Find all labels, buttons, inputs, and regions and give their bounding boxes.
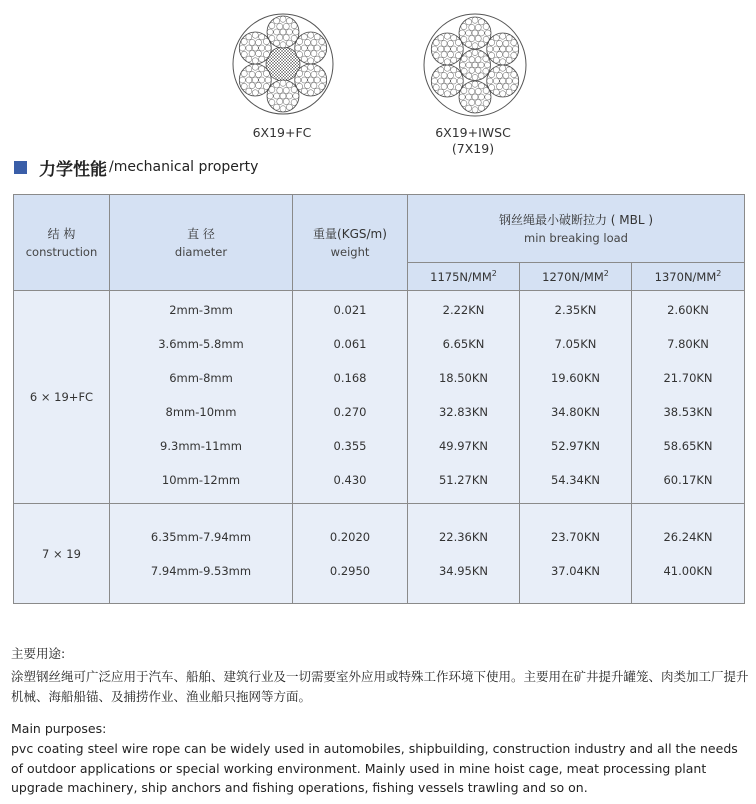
wire: [308, 64, 314, 70]
wire: [503, 52, 509, 58]
wire: [444, 46, 450, 52]
wire: [249, 39, 255, 45]
wire: [241, 51, 247, 57]
wire: [461, 100, 467, 106]
wire: [249, 71, 255, 77]
wire: [503, 72, 509, 78]
wire: [291, 87, 297, 93]
wire: [472, 43, 478, 49]
wire: [295, 45, 301, 51]
wire: [472, 107, 478, 113]
wire: [241, 83, 247, 89]
wire: [249, 51, 255, 57]
wire: [489, 40, 495, 46]
wire: [252, 90, 258, 96]
wire: [280, 93, 286, 99]
wire: [274, 104, 280, 110]
wire: [433, 84, 439, 90]
diagram-caption-6x19-fc: 6X19+FC: [252, 125, 312, 140]
wire: [255, 39, 261, 45]
wire: [293, 29, 299, 35]
wire: [319, 39, 325, 45]
wire: [239, 77, 245, 83]
wire: [451, 78, 457, 84]
wire: [280, 80, 286, 86]
wire: [267, 93, 273, 99]
wire: [259, 88, 265, 94]
wire: [457, 46, 463, 52]
wire: [512, 46, 518, 52]
wire: [283, 35, 289, 41]
wire: [280, 29, 286, 35]
wire: [478, 105, 484, 111]
header-diameter: 直 径 diameter: [110, 195, 293, 291]
wire: [265, 77, 271, 83]
wire: [301, 45, 307, 51]
wire: [255, 51, 261, 57]
wire: [496, 72, 502, 78]
wire: [503, 40, 509, 46]
wire: [487, 78, 493, 84]
wire: [263, 71, 269, 77]
wire: [460, 62, 466, 68]
wire: [431, 46, 437, 52]
wire: [451, 46, 457, 52]
wire: [447, 72, 453, 78]
wire: [475, 36, 481, 42]
wire: [283, 23, 289, 29]
wire: [320, 45, 326, 51]
weight-column: 0.2020 0.2950: [293, 504, 408, 604]
wire: [511, 84, 517, 90]
wire: [319, 71, 325, 77]
wire: [447, 40, 453, 46]
wire: [512, 78, 518, 84]
wire: [431, 78, 437, 84]
wire: [472, 30, 478, 36]
wire: [304, 51, 310, 57]
wire: [451, 57, 457, 63]
wire: [280, 106, 286, 112]
wire: [511, 40, 517, 46]
wire: [469, 67, 475, 73]
wire: [493, 57, 499, 63]
wire: [455, 84, 461, 90]
wire: [455, 40, 461, 46]
wire: [293, 93, 299, 99]
wire: [308, 32, 314, 38]
wire: [469, 88, 475, 94]
wire: [475, 100, 481, 106]
wire: [438, 67, 444, 73]
wire: [506, 46, 512, 52]
wire: [301, 88, 307, 94]
wire: [286, 18, 292, 24]
wire: [438, 57, 444, 63]
wire: [438, 35, 444, 41]
wire: [478, 51, 484, 57]
wire: [255, 71, 261, 77]
wire: [478, 94, 484, 100]
header-grade-1370: $1370N/MM^2$: [632, 263, 745, 291]
wire: [493, 67, 499, 73]
diameter-column: 2mm-3mm 3.6mm-5.8mm 6mm-8mm 8mm-10mm 9.3mm-11mm 10mm-12mm: [110, 291, 293, 504]
wire: [274, 29, 280, 35]
wire: [506, 35, 512, 41]
wire: [506, 89, 512, 95]
wire: [283, 99, 289, 105]
wire: [461, 24, 467, 30]
wire: [308, 90, 314, 96]
wire: [246, 45, 252, 51]
wire: [246, 66, 252, 72]
wire: [455, 52, 461, 58]
wire: [475, 88, 481, 94]
wire: [286, 93, 292, 99]
header-grade-1175: $1175N/MM^2$: [408, 263, 520, 291]
mbl-1270-column: 2.35KN 7.05KN 19.60KN 34.80KN 52.97KN 54.34KN: [520, 291, 632, 504]
wire: [301, 66, 307, 72]
wire: [461, 68, 467, 74]
wire: [283, 87, 289, 93]
wire: [286, 40, 292, 46]
wire: [469, 100, 475, 106]
wire: [472, 62, 478, 68]
wire: [252, 77, 258, 83]
wire: [314, 66, 320, 72]
wire: [274, 82, 280, 88]
mbl-1370-column: 2.60KN 7.80KN 21.70KN 38.53KN 58.65KN 60.17KN: [632, 291, 745, 504]
wire: [451, 89, 457, 95]
wire: [246, 34, 252, 40]
wire: [297, 51, 303, 57]
wire: [506, 57, 512, 63]
diagram-caption-6x19-iwsc: 6X19+IWSC (7X19): [435, 125, 511, 156]
wire: [314, 88, 320, 94]
wire: [444, 65, 450, 71]
wire: [451, 67, 457, 73]
wire: [311, 71, 317, 77]
wire: [447, 84, 453, 90]
wire: [297, 39, 303, 45]
rope-cross-section-6x19-fc: [231, 12, 335, 116]
wire: [311, 51, 317, 57]
purpose-title-zh: 主要用途:: [11, 646, 66, 661]
wire: [500, 78, 506, 84]
header-grade-1270: $1270N/MM^2$: [520, 263, 632, 291]
wire: [239, 45, 245, 51]
wire: [493, 89, 499, 95]
wire: [483, 88, 489, 94]
wire: [500, 91, 506, 97]
wire: [493, 46, 499, 52]
wire: [301, 77, 307, 83]
wire: [469, 24, 475, 30]
wire: [496, 84, 502, 90]
wire: [274, 40, 280, 46]
section-marker-icon: [14, 161, 27, 174]
wire: [246, 88, 252, 94]
wire: [433, 40, 439, 46]
wire: [478, 62, 484, 68]
wire: [485, 94, 491, 100]
wire: [320, 77, 326, 83]
wire: [444, 78, 450, 84]
wire: [496, 40, 502, 46]
wire: [451, 35, 457, 41]
wire: [252, 64, 258, 70]
wire: [314, 77, 320, 83]
wire: [466, 73, 472, 79]
wire: [475, 24, 481, 30]
wire: [259, 56, 265, 62]
weight-column: 0.021 0.061 0.168 0.270 0.355 0.430: [293, 291, 408, 504]
wire: [506, 78, 512, 84]
wire: [485, 30, 491, 36]
wire: [444, 91, 450, 97]
wire: [280, 42, 286, 48]
rope-cross-section-6x19-iwsc: [422, 12, 528, 118]
wire: [444, 59, 450, 65]
wire: [246, 56, 252, 62]
wire: [249, 83, 255, 89]
construction-cell: 6 × 19+FC: [14, 291, 110, 504]
wire: [444, 33, 450, 39]
wire: [277, 99, 283, 105]
wire: [259, 34, 265, 40]
wire: [503, 84, 509, 90]
wire: [252, 58, 258, 64]
wire: [459, 94, 465, 100]
wire: [314, 45, 320, 51]
wire: [297, 71, 303, 77]
wire: [472, 17, 478, 23]
wire: [433, 52, 439, 58]
wire: [263, 39, 269, 45]
wire: [286, 104, 292, 110]
wire: [311, 83, 317, 89]
wire: [493, 35, 499, 41]
mbl-1175-column: 2.22KN 6.65KN 18.50KN 32.83KN 49.97KN 51.27KN: [408, 291, 520, 504]
wire: [472, 81, 478, 87]
mbl-1370-column: 26.24KN 41.00KN: [632, 504, 745, 604]
wire: [252, 32, 258, 38]
wire: [472, 74, 478, 80]
wire: [295, 77, 301, 83]
wire: [489, 72, 495, 78]
wire: [267, 29, 273, 35]
wire: [259, 77, 265, 83]
wire: [301, 56, 307, 62]
wire: [478, 30, 484, 36]
wire: [506, 67, 512, 73]
header-construction: 结 构 construction: [14, 195, 110, 291]
wire: [308, 45, 314, 51]
wire: [466, 83, 472, 89]
wire: [511, 52, 517, 58]
section-title-en: /mechanical property: [109, 159, 259, 175]
wire: [466, 62, 472, 68]
wire: [441, 52, 447, 58]
section-heading: [14, 158, 259, 180]
wire: [304, 83, 310, 89]
wire: [241, 39, 247, 45]
wire: [466, 41, 472, 47]
table-row-group-6x19fc: [14, 291, 745, 504]
table-row-group-7x19: [14, 504, 745, 604]
wire: [438, 78, 444, 84]
wire: [433, 72, 439, 78]
wire: [475, 67, 481, 73]
wire: [484, 62, 490, 68]
wire: [277, 23, 283, 29]
wire: [291, 99, 297, 105]
wire: [304, 39, 310, 45]
wire: [438, 89, 444, 95]
wire: [314, 56, 320, 62]
wire: [500, 65, 506, 71]
construction-cell: 7 × 19: [14, 504, 110, 604]
wire: [461, 56, 467, 62]
wire: [255, 83, 261, 89]
wire: [286, 29, 292, 35]
wire: [441, 84, 447, 90]
wire: [441, 40, 447, 46]
wire: [457, 78, 463, 84]
wire: [469, 57, 475, 63]
wire: [466, 51, 472, 57]
wire: [265, 45, 271, 51]
purpose-text-zh: 涂塑钢丝绳可广泛应用于汽车、船舶、建筑行业及一切需要室外应用或特殊工作环境下使用。主要用在矿井提升罐笼、肉类加工厂提升机械、海船船锚、及捕捞作业、渔业船只拖网等方面。: [11, 669, 749, 704]
wire: [478, 19, 484, 25]
wire: [277, 35, 283, 41]
wire: [252, 45, 258, 51]
wire: [472, 94, 478, 100]
wire: [311, 39, 317, 45]
wire: [483, 68, 489, 74]
wire: [455, 72, 461, 78]
purpose-text-en: pvc coating steel wire rope can be widely used in automobiles, shipbuilding, construction industry and all the needs of outdoor applications or special working environment. Mainly used in mine hoist cage, meat processing plant upgrade machinery, ship anchors and fishing operations, fishing vessels trawling and so on.: [11, 741, 738, 795]
wire: [301, 34, 307, 40]
wire: [447, 52, 453, 58]
wire: [319, 83, 325, 89]
wire: [286, 82, 292, 88]
wire: [483, 100, 489, 106]
wire: [466, 19, 472, 25]
wire: [438, 46, 444, 52]
mbl-1270-column: 23.70KN 37.04KN: [520, 504, 632, 604]
wire: [472, 50, 478, 56]
wire: [500, 33, 506, 39]
header-mbl: 钢丝绳最小破断拉力 ( MBL ) min breaking load: [408, 195, 745, 263]
wire: [466, 94, 472, 100]
wire: [478, 41, 484, 47]
wire: [269, 23, 275, 29]
wire: [263, 83, 269, 89]
header-weight: 重量(KGS/m) weight: [293, 195, 408, 291]
wire: [259, 66, 265, 72]
wire: [466, 105, 472, 111]
wire: [500, 59, 506, 65]
wire: [259, 45, 265, 51]
wire: [487, 46, 493, 52]
wire: [314, 34, 320, 40]
wire: [478, 73, 484, 79]
wire: [319, 51, 325, 57]
wire: [246, 77, 252, 83]
wire: [475, 57, 481, 63]
mechanical-property-table: [13, 194, 745, 604]
wire: [483, 56, 489, 62]
wire: [459, 30, 465, 36]
section-title-zh: 力学性能: [39, 159, 107, 180]
wire: [511, 72, 517, 78]
wire: [441, 72, 447, 78]
wire: [308, 58, 314, 64]
wire: [241, 71, 247, 77]
wire: [291, 23, 297, 29]
wire: [469, 36, 475, 42]
wire: [280, 16, 286, 22]
diameter-column: 6.35mm-7.94mm 7.94mm-9.53mm: [110, 504, 293, 604]
wire: [483, 24, 489, 30]
wire: [269, 99, 275, 105]
wire: [493, 78, 499, 84]
wire: [277, 87, 283, 93]
purpose-title-en: Main purposes:: [11, 721, 107, 736]
wire: [500, 46, 506, 52]
wire: [308, 77, 314, 83]
wire: [478, 83, 484, 89]
wire: [263, 51, 269, 57]
wire: [274, 18, 280, 24]
wire: [496, 52, 502, 58]
wire: [466, 30, 472, 36]
wire: [274, 93, 280, 99]
mbl-1175-column: 22.36KN 34.95KN: [408, 504, 520, 604]
wire: [304, 71, 310, 77]
wire: [489, 52, 495, 58]
